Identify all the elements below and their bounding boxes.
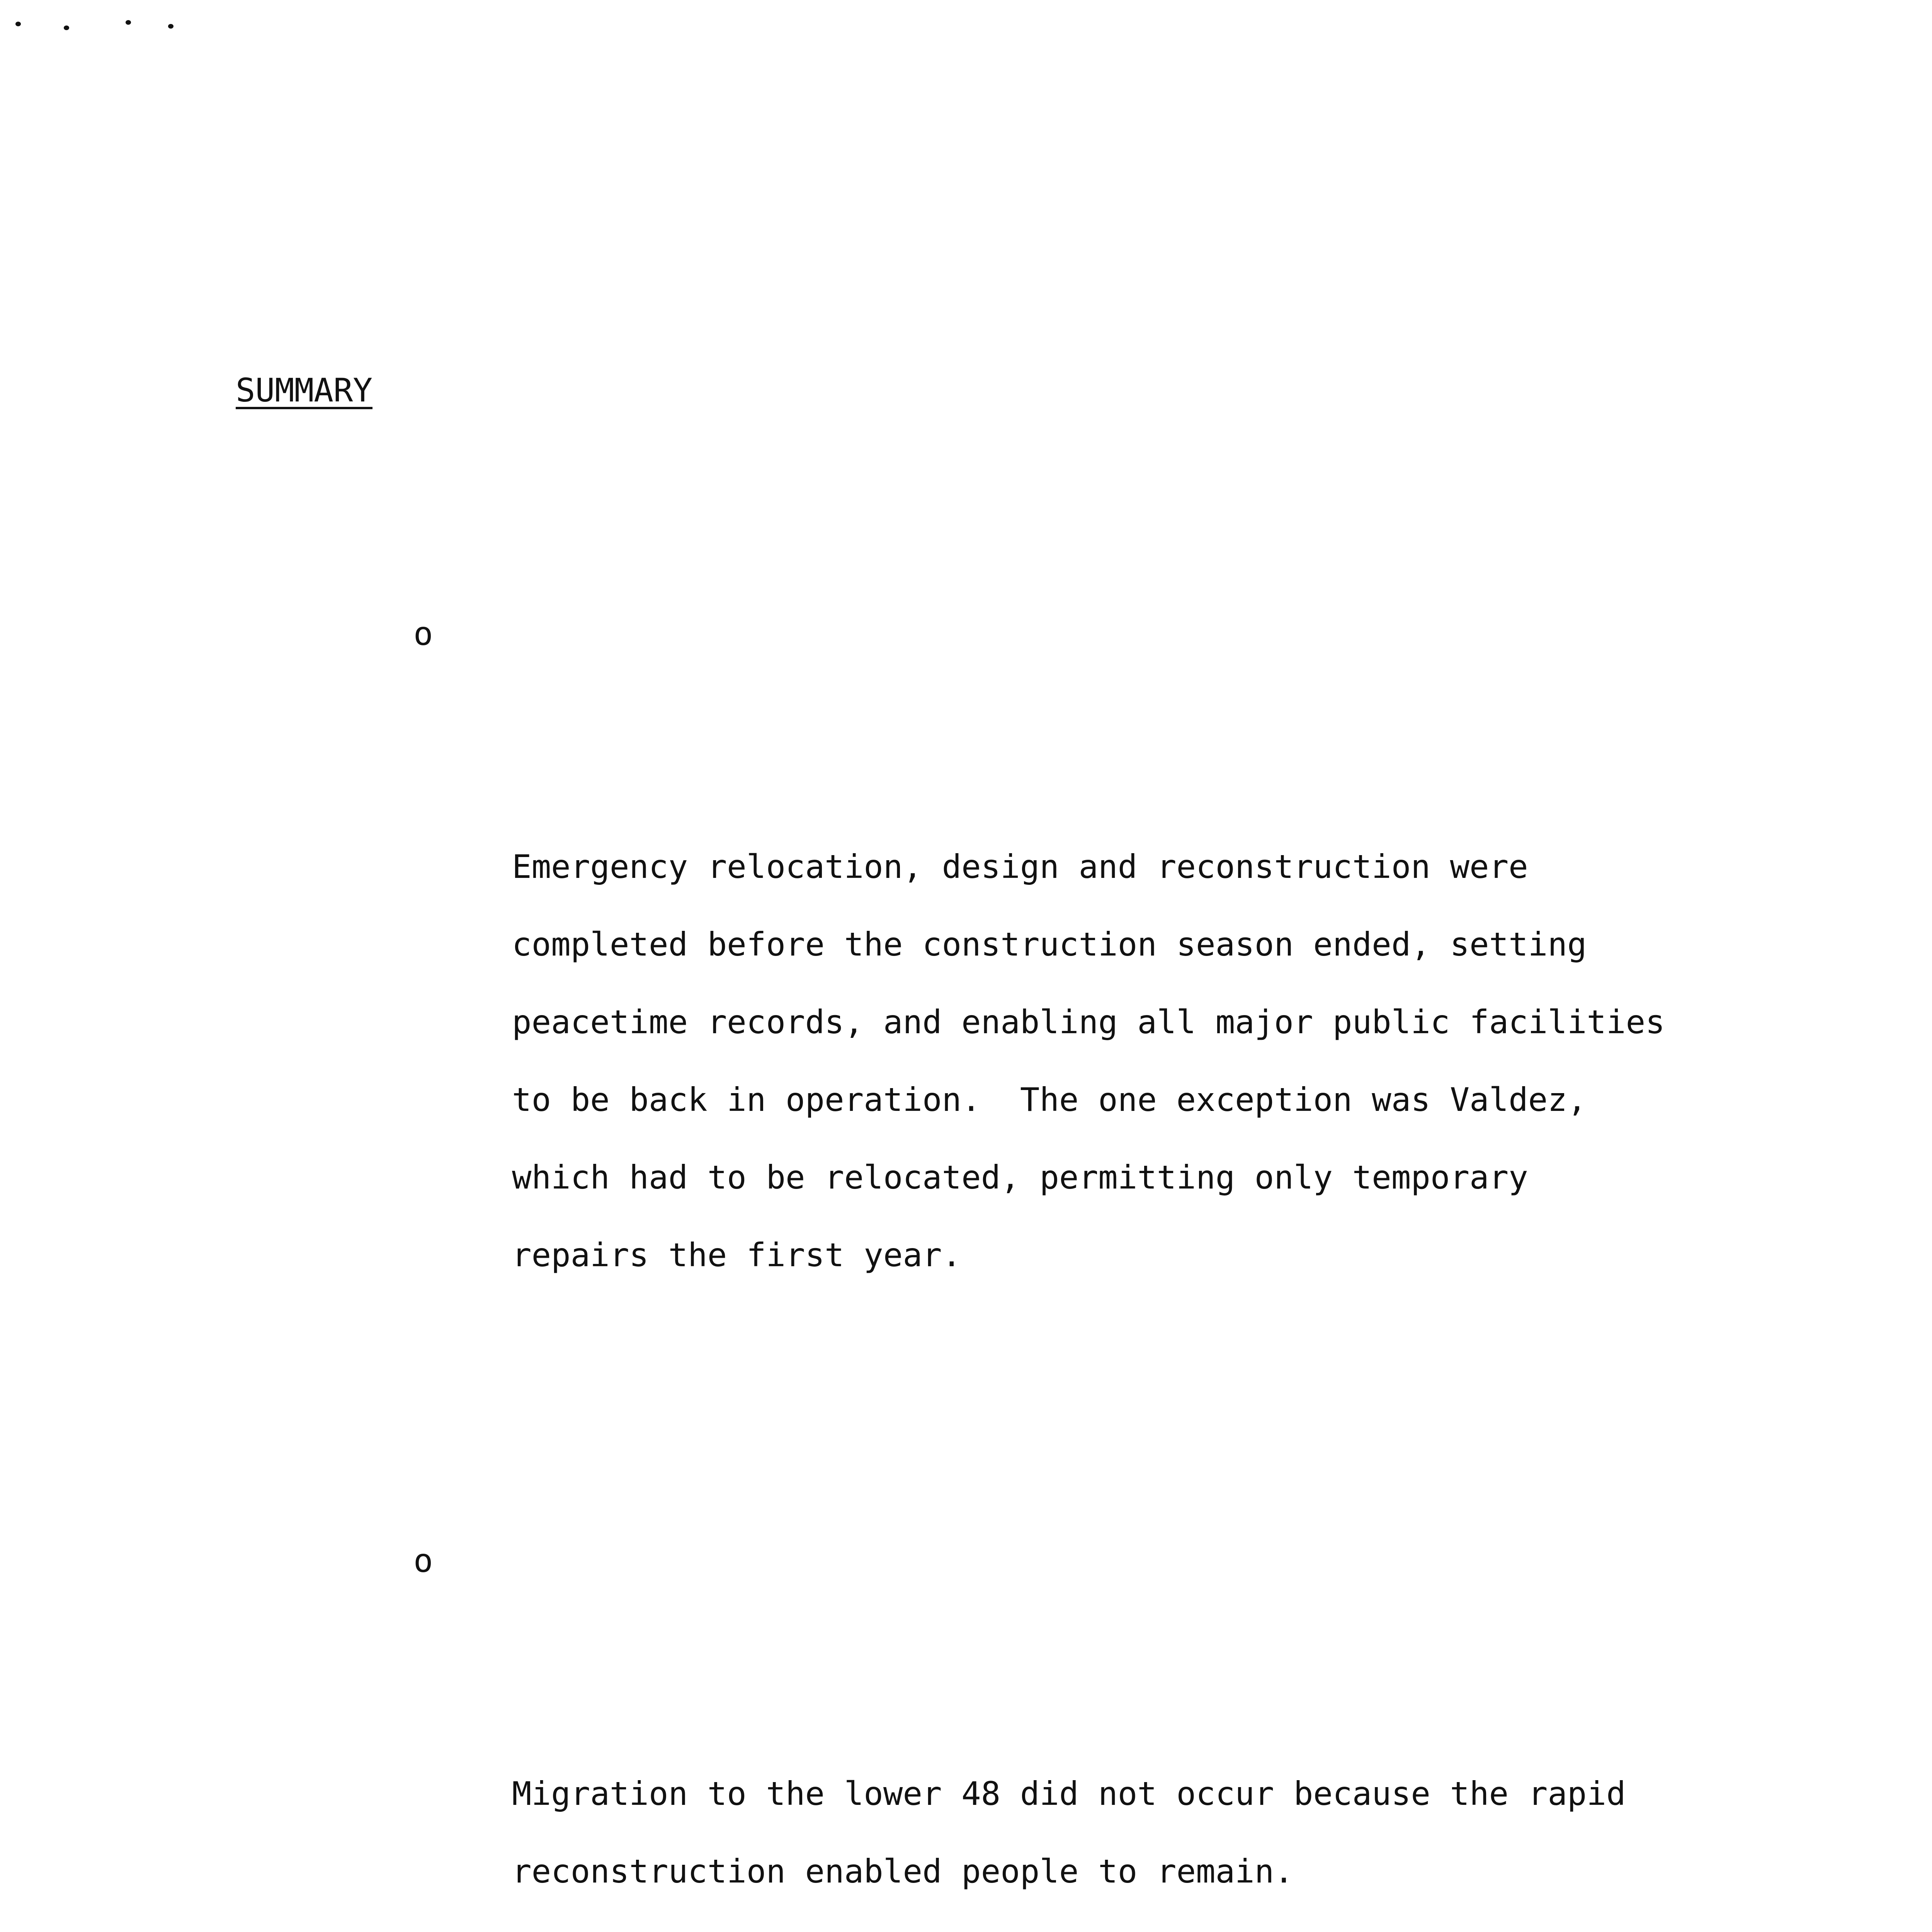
bullet-item <box>413 1522 1689 1932</box>
scan-speck <box>168 24 173 29</box>
bullet-marker: o <box>413 615 433 653</box>
bullet-text: Emergency relocation, design and reconstruction were completed before the construction season ended, setting peacetime records, and enabling all major public facilities to be back in operation. The one exception was Valdez, which had to be relocated, permitting only temporary repairs the first year. <box>512 848 1665 1274</box>
summary-heading: SUMMARY <box>236 371 373 409</box>
scan-specks <box>15 19 182 43</box>
scan-speck <box>15 22 21 26</box>
scan-speck <box>64 26 69 30</box>
scan-speck <box>126 20 131 25</box>
bullet-text: Migration to the lower 48 did not occur because the rapid reconstruction enabled people to remain. <box>512 1775 1626 1890</box>
bullet-item <box>413 595 1689 1449</box>
summary-bullet-list <box>413 595 1689 1932</box>
bullet-marker: o <box>413 1542 433 1580</box>
